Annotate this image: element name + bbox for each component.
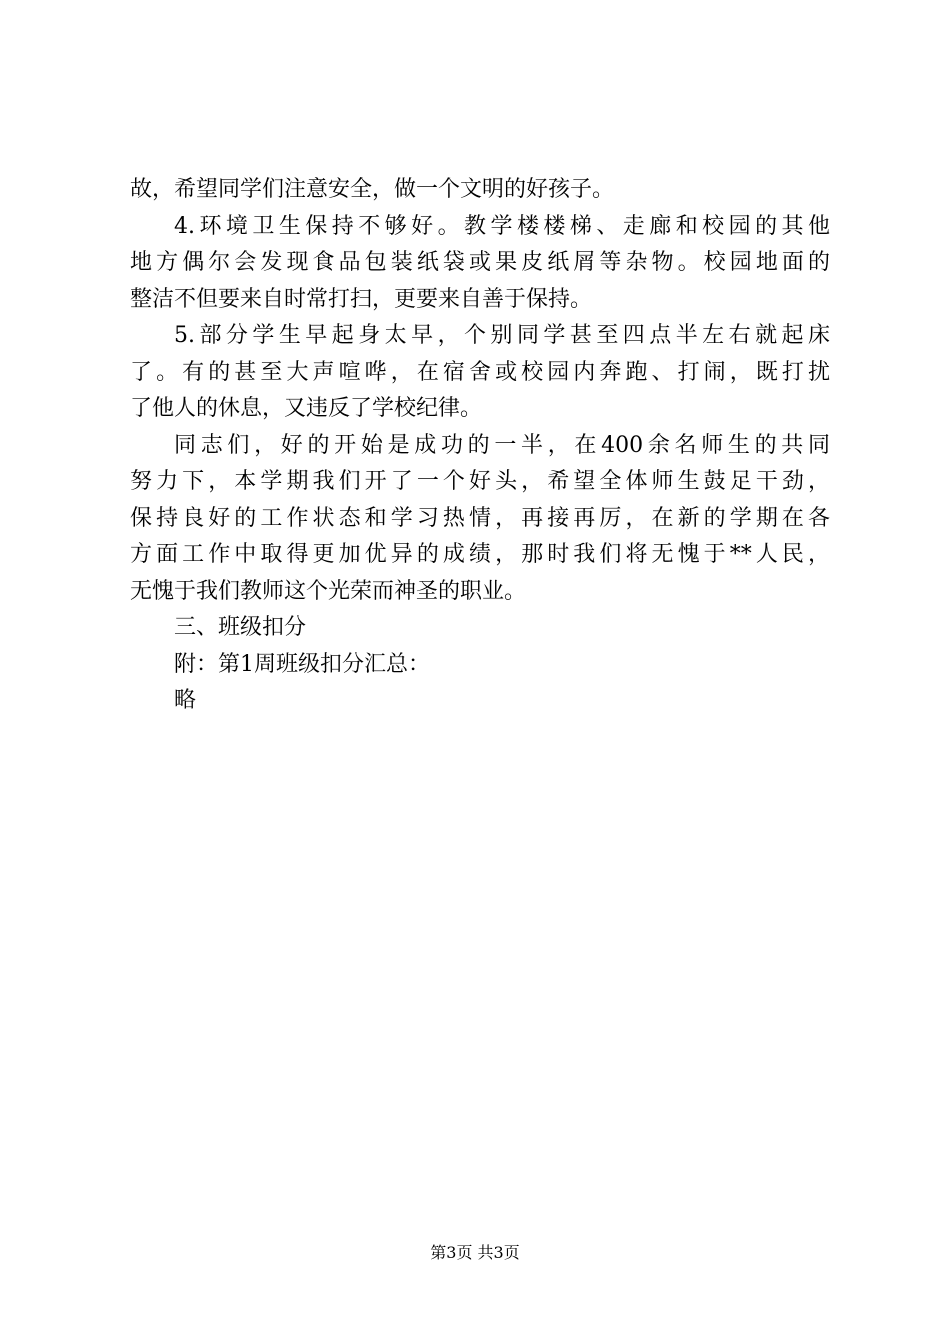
page-footer: 第3页 共3页 (430, 1243, 520, 1262)
section-heading: 三、班级扣分 (174, 615, 307, 640)
paragraph-line: 了。有的甚至大声喧哗，在宿舍或校园内奔跑、打闹，既打扰 (130, 359, 830, 385)
paragraph-line: 努力下，本学期我们开了一个好头，希望全体师生鼓足干劲， (130, 469, 830, 494)
document-body (130, 172, 830, 720)
paragraph-line: 了他人的休息，又违反了学校纪律。 (130, 396, 483, 421)
appendix-label: 附：第1周班级扣分汇总： (174, 651, 430, 677)
paragraph-line: 保持良好的工作状态和学习热情，再接再厉，在新的学期在各 (130, 505, 830, 531)
paragraph-line: 故，希望同学们注意安全，做一个文明的好孩子。 (130, 177, 615, 202)
paragraph-line: 无愧于我们教师这个光荣而神圣的职业。 (130, 578, 527, 604)
paragraph-line: 同志们，好的开始是成功的一半，在400余名师生的共同 (174, 432, 830, 458)
paragraph-line: 方面工作中取得更加优异的成绩，那时我们将无愧于**人民， (130, 542, 830, 567)
paragraph-line: 地方偶尔会发现食品包装纸袋或果皮纸屑等杂物。校园地面的 (130, 250, 830, 275)
paragraph-line: 整洁不但要来自时常打扫，更要来自善于保持。 (130, 286, 593, 312)
paragraph-line: 4.环境卫生保持不够好。教学楼楼梯、走廊和校园的其他 (174, 213, 830, 239)
paragraph-line: 5.部分学生早起身太早，个别同学甚至四点半左右就起床 (174, 323, 830, 348)
appendix-content: 略 (174, 688, 197, 713)
